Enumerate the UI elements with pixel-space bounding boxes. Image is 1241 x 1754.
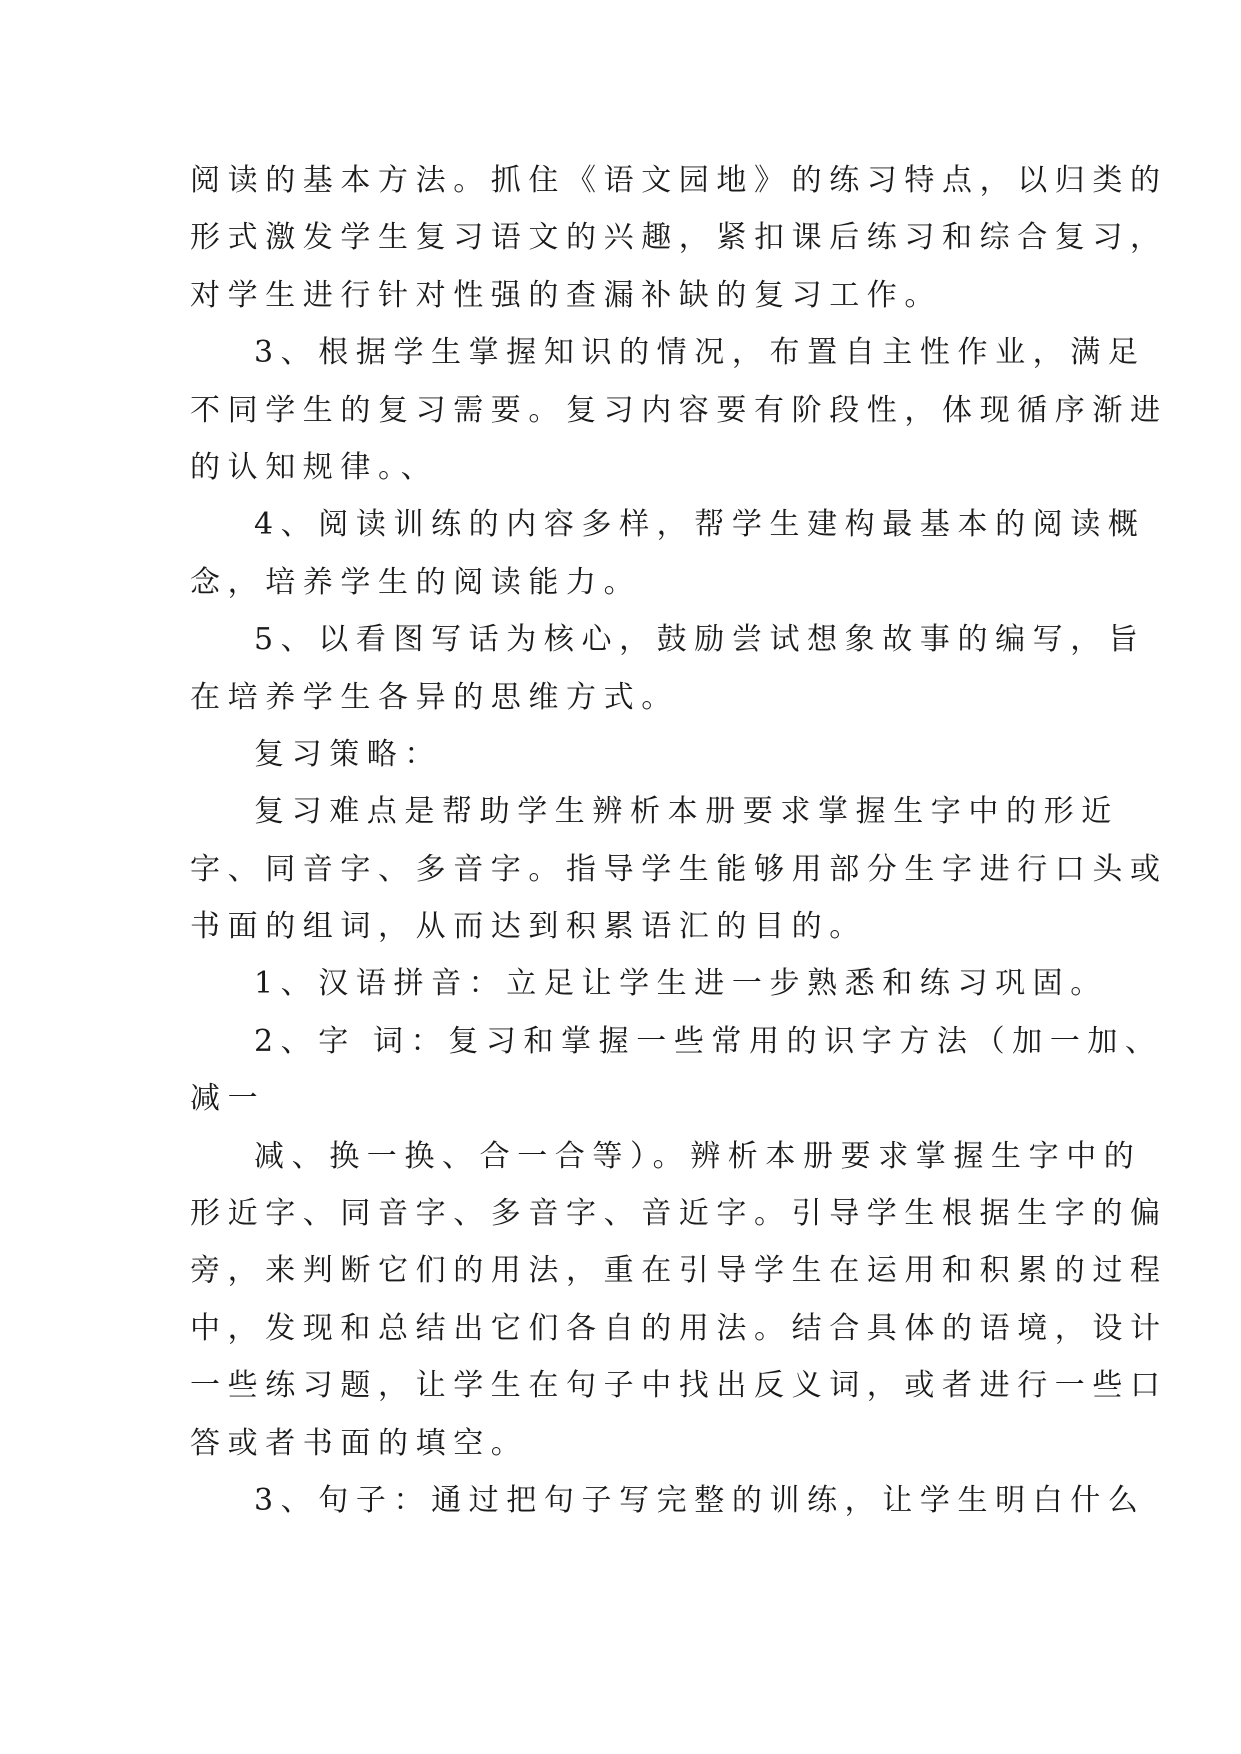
text-line: 的认知规律。、 xyxy=(190,449,439,485)
section-heading: 复习策略： xyxy=(254,736,442,772)
text-line: 5、以看图写话为核心，鼓励尝试想象故事的编写，旨 xyxy=(254,622,1146,658)
text-line: 3、句子：通过把句子写完整的训练，让学生明白什么 xyxy=(254,1482,1146,1518)
body-text xyxy=(190,152,1168,1529)
text-line: 在培养学生各异的思维方式。 xyxy=(190,679,679,715)
text-line: 一些练习题，让学生在句子中找出反义词，或者进行一些口 xyxy=(190,1368,1168,1404)
text-line: 阅读的基本方法。抓住《语文园地》的练习特点，以归类的 xyxy=(190,163,1168,198)
text-line: 对学生进行针对性强的查漏补缺的复习工作。 xyxy=(190,277,942,313)
text-line: 3、根据学生掌握知识的情况，布置自主性作业，满足 xyxy=(254,335,1146,371)
text-line: 减一 xyxy=(190,1081,266,1117)
text-line: 旁，来判断它们的用法，重在引导学生在运用和积累的过程 xyxy=(190,1253,1168,1289)
text-line: 中，发现和总结出它们各自的用法。结合具体的语境，设计 xyxy=(190,1310,1168,1346)
text-line: 形式激发学生复习语文的兴趣，紧扣课后练习和综合复习， xyxy=(190,220,1168,256)
text-line: 形近字、同音字、多音字、音近字。引导学生根据生字的偏 xyxy=(190,1196,1168,1232)
text-line: 不同学生的复习需要。复习内容要有阶段性，体现循序渐进 xyxy=(190,392,1168,428)
text-line: 2、字 词：复习和掌握一些常用的识字方法（加一加、 xyxy=(254,1023,1163,1059)
text-line: 字、同音字、多音字。指导学生能够用部分生字进行口头或 xyxy=(190,851,1168,887)
text-line: 念，培养学生的阅读能力。 xyxy=(190,564,642,600)
text-line: 答或者书面的填空。 xyxy=(190,1425,529,1461)
text-line: 书面的组词，从而达到积累语汇的目的。 xyxy=(190,909,867,945)
text-line: 减、换一换、合一合等）。辨析本册要求掌握生字中的 xyxy=(254,1138,1142,1174)
text-line: 4、阅读训练的内容多样，帮学生建构最基本的阅读概 xyxy=(254,507,1146,543)
text-line: 复习难点是帮助学生辨析本册要求掌握生字中的形近 xyxy=(254,794,1119,830)
text-line: 1、汉语拼音：立足让学生进一步熟悉和练习巩固。 xyxy=(254,966,1108,1002)
